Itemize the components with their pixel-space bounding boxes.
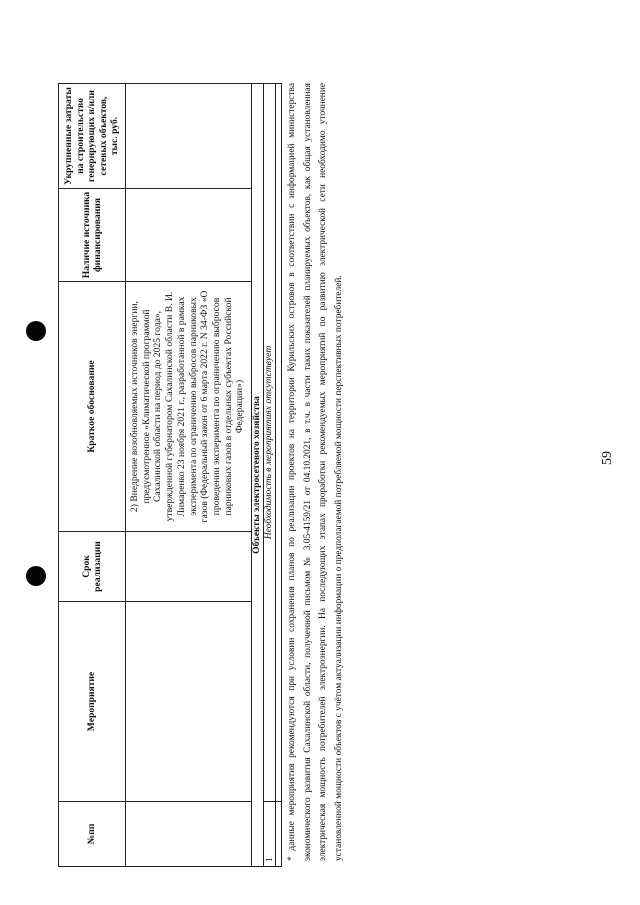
cell-event	[126, 602, 252, 802]
table-header-row	[59, 84, 126, 867]
cell-num	[126, 802, 252, 867]
cell-costs	[126, 84, 252, 189]
footnote: * данные мероприятия рекомендуются при условии сохранения планов по реализации проектов на территории Курильских островов в соответствии с информацией министерства экономического развития Сахалинской области, полученной письмом № 3.05-4159/21 от 04.10.2021, в т.ч. в части таких показателей планируемых объектов, как общая установленная электрическая мощность потребителей электроэнергии. На последующих этапах проработки рекомендуемых мероприятий по развитию электрической сети необходимо уточнение установленной мощности объектов с учётом актуализации информации о предполагаемой потребляемой мощности перспективных потребителей.	[287, 83, 344, 861]
rotated-content	[0, 85, 640, 875]
measures-table	[58, 83, 282, 867]
table-row	[126, 84, 252, 867]
empty-cell	[275, 84, 281, 802]
no-measures-text: Необходимость в мероприятиях отсутствует	[263, 84, 275, 802]
header-justification: Краткое обоснование	[59, 282, 126, 532]
header-costs: Укрупненные затраты на строительство генерирующих и/или сетевых объектов, тыс. руб.	[59, 84, 126, 189]
cell-funding	[126, 189, 252, 282]
page-number: 59	[600, 451, 615, 465]
section-row	[252, 84, 264, 867]
header-term: Срок реализации	[59, 532, 126, 602]
section-title: Объекты электросетевого хозяйства	[252, 84, 264, 867]
header-event: Мероприятие	[59, 602, 126, 802]
row-number: 1	[263, 802, 275, 867]
cell-justification: 2) Внедрение возобновляемых источников энергии, предусмотренное «Климатической программой Сахалинской области на период до 2025 года», утвержденной губернатором Сахалинской области В. И. Лимаренко 23 ноября 2021 г., разработанной в рамках эксперимента по ограничению выбросов парниковых газов (Федеральный закон от 6 марта 2022 г. N 34-ФЗ «О проведении эксперимента по ограничению выбросов парниковых газов в отдельных субъектах Российской Федерации»)	[126, 282, 252, 532]
header-num: №пп	[59, 802, 126, 867]
spacer-row	[275, 84, 281, 867]
empty-cell	[275, 802, 281, 867]
cell-term	[126, 532, 252, 602]
header-funding: Наличие источника финансирования	[59, 189, 126, 282]
table-row	[263, 84, 275, 867]
